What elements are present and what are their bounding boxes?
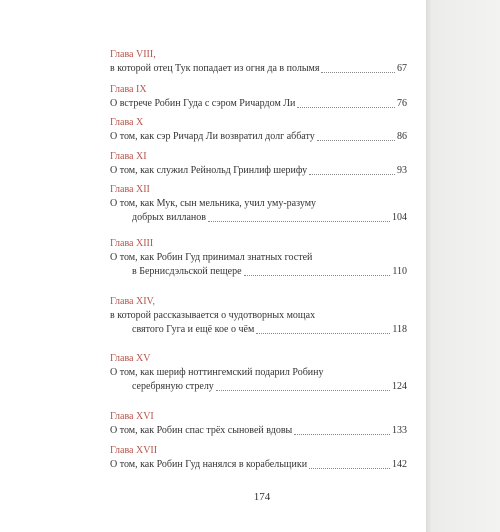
adjacent-page-edge	[426, 0, 500, 532]
toc-entry-xiii	[110, 238, 407, 278]
toc-line	[110, 381, 407, 393]
chapter-heading: Глава XI	[110, 151, 147, 162]
toc-line	[110, 165, 407, 177]
chapter-title: в которой отец Тук попадает из огня да в полымя	[110, 63, 320, 74]
toc-line	[110, 131, 407, 143]
chapter-title-cont: в Бернисдэльской пещере	[132, 266, 242, 277]
page-ref: 133	[392, 425, 407, 436]
chapter-heading: Глава XVII	[110, 445, 158, 456]
page-ref: 93	[397, 165, 407, 176]
dot-leader	[256, 333, 390, 334]
page-ref: 67	[397, 63, 407, 74]
chapter-title-cont: добрых вилланов	[132, 212, 206, 223]
chapter-title: в которой рассказывается о чудотворных мощах	[110, 310, 316, 321]
chapter-heading: Глава VIII,	[110, 49, 156, 60]
chapter-heading: Глава XIV,	[110, 296, 155, 307]
toc-line	[110, 324, 407, 336]
toc-entry-viii	[110, 49, 407, 75]
chapter-title-cont: святого Гуга и ещё кое о чём	[132, 324, 255, 335]
chapter-heading: Глава IX	[110, 84, 147, 95]
chapter-title: О том, как служил Рейнольд Гринлиф шерифу	[110, 165, 308, 176]
chapter-title: О том, как шериф ноттингемский подарил Робину	[110, 367, 324, 378]
toc-line	[110, 459, 407, 471]
dot-leader	[208, 221, 390, 222]
chapter-title: О том, как сэр Ричард Ли возвратил долг аббату	[110, 131, 315, 142]
toc-entry-xii	[110, 184, 407, 224]
toc-entry-xvii	[110, 445, 407, 471]
page-ref: 110	[392, 266, 407, 277]
toc-line	[110, 98, 407, 110]
page-ref: 76	[397, 98, 407, 109]
toc-entry-xvi	[110, 411, 407, 437]
dot-leader	[297, 107, 395, 108]
chapter-title: О том, как Робин Гуд нанялся в корабельщики	[110, 459, 308, 470]
chapter-title: О встрече Робин Гуда с сэром Ричардом Ли	[110, 98, 296, 109]
page-number: 174	[253, 491, 271, 503]
toc-entry-xv	[110, 353, 407, 393]
dot-leader	[321, 72, 395, 73]
dot-leader	[317, 140, 395, 141]
toc-line	[110, 266, 407, 278]
chapter-title-cont: серебряную стрелу	[132, 381, 214, 392]
dot-leader	[309, 174, 395, 175]
page-ref: 124	[392, 381, 407, 392]
toc-entry-xi	[110, 151, 407, 177]
chapter-heading: Глава XIII	[110, 238, 154, 249]
toc-entry-xiv	[110, 296, 407, 336]
chapter-heading: Глава XV	[110, 353, 151, 364]
toc-line	[110, 425, 407, 437]
chapter-title: О том, как Робин спас трёх сыновей вдовы	[110, 425, 293, 436]
chapter-title: О том, как Мук, сын мельника, учил уму-разуму	[110, 198, 317, 209]
toc-entry-x	[110, 117, 407, 143]
page-ref: 142	[392, 459, 407, 470]
chapter-heading: Глава XVI	[110, 411, 154, 422]
page-ref: 86	[397, 131, 407, 142]
dot-leader	[216, 390, 390, 391]
chapter-heading: Глава X	[110, 117, 144, 128]
dot-leader	[309, 468, 390, 469]
chapter-heading: Глава XII	[110, 184, 150, 195]
toc-entry-ix	[110, 84, 407, 110]
toc-line	[110, 63, 407, 75]
page-ref: 104	[392, 212, 407, 223]
page-ref: 118	[392, 324, 407, 335]
dot-leader	[244, 275, 391, 276]
chapter-title: О том, как Робин Гуд принимал знатных гостей	[110, 252, 313, 263]
toc-line	[110, 212, 407, 224]
dot-leader	[294, 434, 390, 435]
